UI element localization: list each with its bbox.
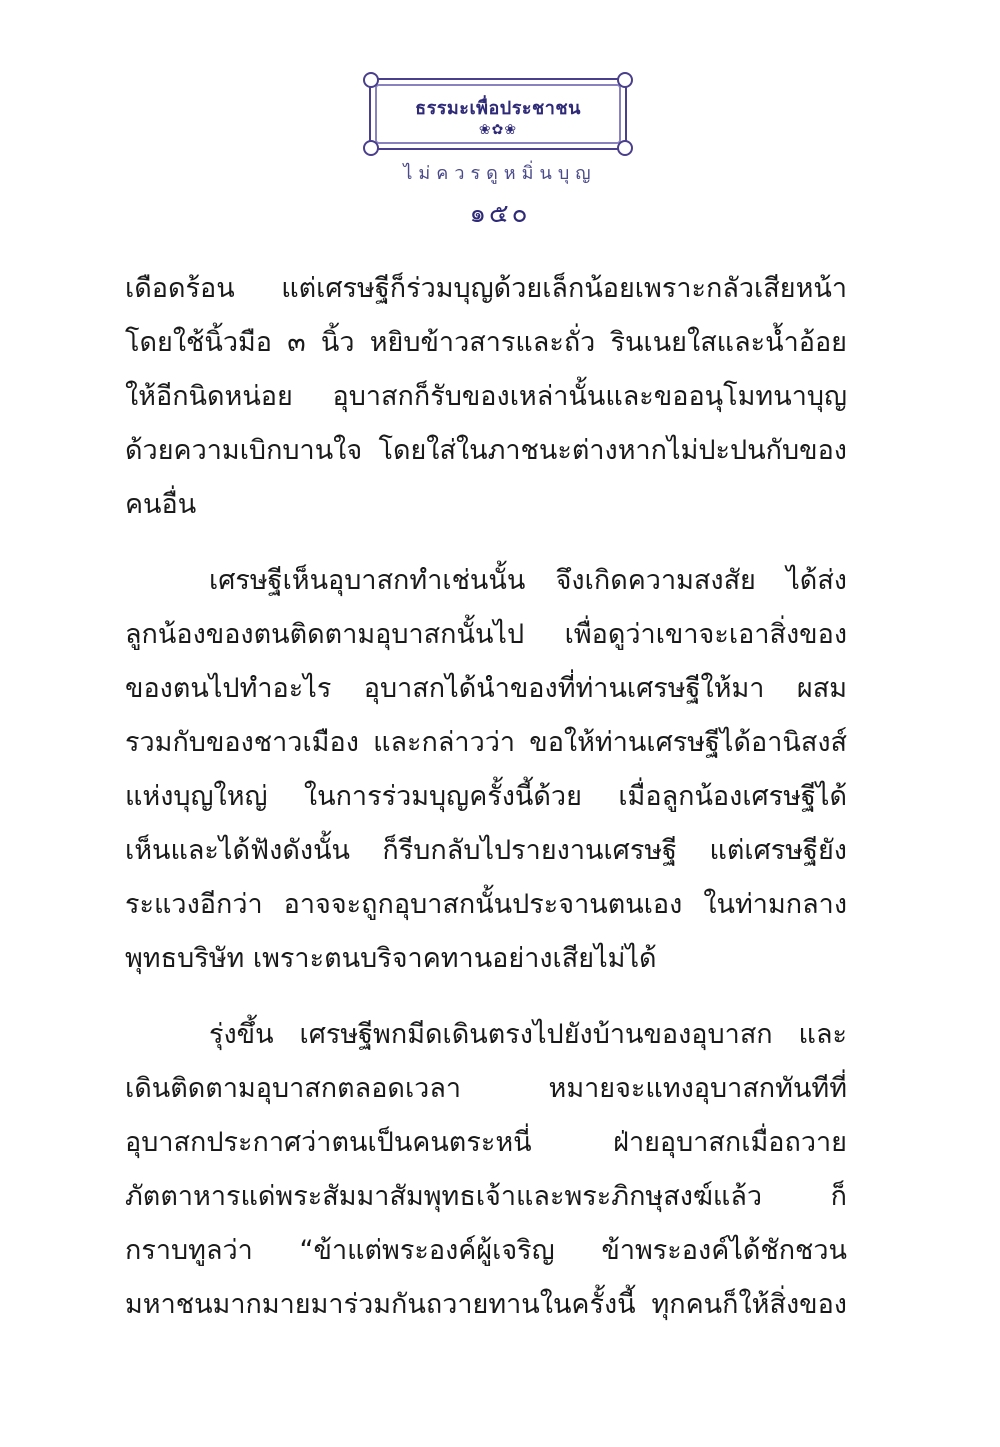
text-line: รุ่งขึ้น เศรษฐีพกมีดเดินตรงไปยังบ้านของอุบาสก และ (209, 1019, 847, 1050)
book-logo (369, 78, 627, 150)
text-line: รวมกับของชาวเมือง และกล่าวว่า ขอให้ท่านเศรษฐีได้อานิสงส์ (125, 727, 847, 758)
text-line: มหาชนมากมายมาร่วมกันถวายทานในครั้งนี้ ทุกคนก็ให้สิ่งของ (125, 1289, 847, 1320)
text-line: แห่งบุญใหญ่ ในการร่วมบุญครั้งนี้ด้วย เมื่อลูกน้องเศรษฐีได้ (125, 781, 847, 812)
text-line: เห็นและได้ฟังดังนั้น ก็รีบกลับไปรายงานเศรษฐี แต่เศรษฐียัง (125, 835, 847, 866)
text-line: เดินติดตามอุบาสกตลอดเวลา หมายจะแทงอุบาสกทันทีที่ (125, 1073, 847, 1104)
body-text (125, 262, 847, 1332)
page-header (0, 78, 1000, 228)
page-number: ๑๕๐ (469, 199, 531, 229)
paragraph (125, 1008, 847, 1332)
paragraph-gap (125, 532, 847, 554)
logo-corner-ornament (363, 140, 379, 156)
text-line: ระแวงอีกว่า อาจจะถูกอุบาสกนั้นประจานตนเอง ในท่ามกลาง (125, 889, 847, 920)
paragraph-gap (125, 986, 847, 1008)
paragraph (125, 262, 847, 532)
text-line: อุบาสกประกาศว่าตนเป็นคนตระหนี่ ฝ่ายอุบาสกเมื่อถวาย (125, 1127, 847, 1158)
logo-corner-ornament (617, 72, 633, 88)
text-line: ให้อีกนิดหน่อย อุบาสกก็รับของเหล่านั้นและขออนุโมทนาบุญ (125, 381, 847, 412)
logo-corner-ornament (617, 140, 633, 156)
text-line: โดยใช้นิ้วมือ ๓ นิ้ว หยิบข้าวสารและถั่ว รินเนยใสและน้ำอ้อย (125, 327, 847, 358)
chapter-title: ไม่ควรดูหมิ่นบุญ (403, 163, 597, 184)
flower-ornament-icon: ❀✿❀ (478, 122, 518, 138)
text-line: คนอื่น (125, 489, 197, 520)
text-line: พุทธบริษัท เพราะตนบริจาคทานอย่างเสียไม่ได้ (125, 943, 657, 974)
text-line: เดือดร้อน แต่เศรษฐีก็ร่วมบุญด้วยเล็กน้อยเพราะกลัวเสียหน้า (125, 273, 847, 304)
text-line: เศรษฐีเห็นอุบาสกทำเช่นนั้น จึงเกิดความสงสัย ได้ส่ง (209, 565, 847, 596)
text-line: ของตนไปทำอะไร อุบาสกได้นำของที่ท่านเศรษฐีให้มา ผสม (125, 673, 847, 704)
paragraph (125, 554, 847, 986)
text-line: ด้วยความเบิกบานใจ โดยใส่ในภาชนะต่างหากไม่ปะปนกับของ (125, 435, 847, 466)
logo-corner-ornament (363, 72, 379, 88)
text-line: ลูกน้องของตนติดตามอุบาสกนั้นไป เพื่อดูว่าเขาจะเอาสิ่งของ (125, 619, 847, 650)
text-line: กราบทูลว่า “ข้าแต่พระองค์ผู้เจริญ ข้าพระองค์ได้ชักชวน (125, 1235, 847, 1266)
text-line: ภัตตาหารแด่พระสัมมาสัมพุทธเจ้าและพระภิกษุสงฆ์แล้ว ก็ (125, 1181, 847, 1212)
logo-title: ธรรมะเพื่อประชาชน (415, 98, 581, 119)
